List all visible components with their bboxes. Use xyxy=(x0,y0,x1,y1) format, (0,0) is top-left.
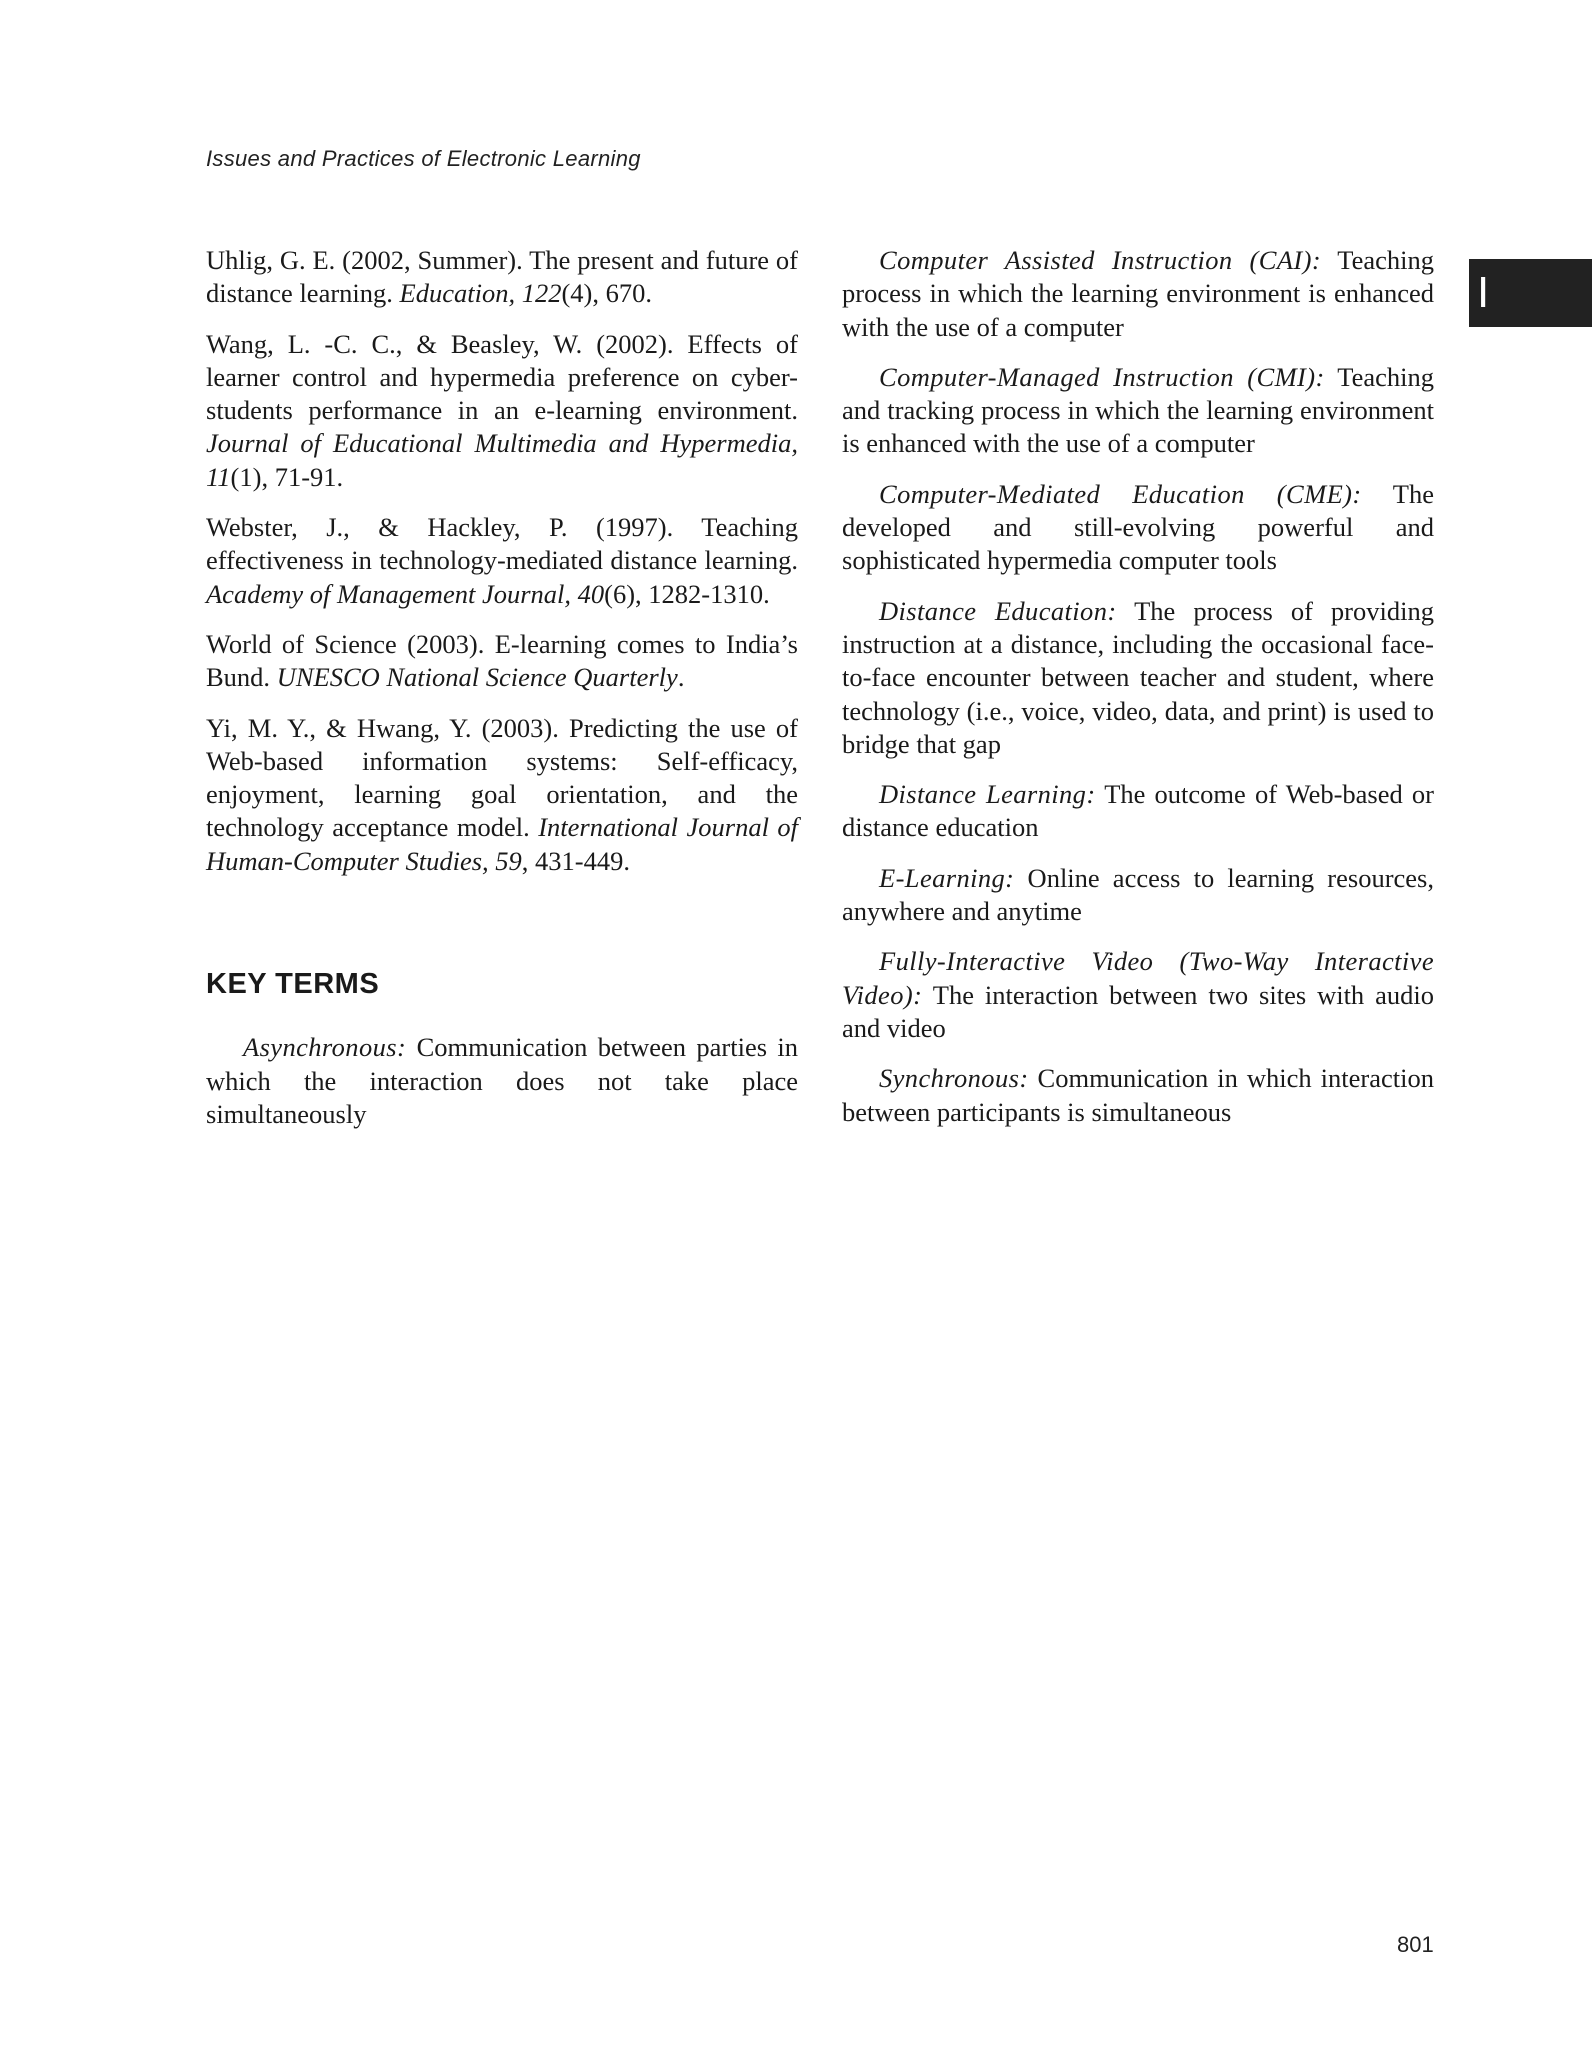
key-term-entry xyxy=(842,778,1434,845)
reference-entry xyxy=(206,328,798,494)
key-term-entry xyxy=(842,478,1434,578)
reference-text: (4), 670. xyxy=(561,278,652,309)
key-term-definition: Online access to learning resources, anywhere and anytime xyxy=(842,862,1434,927)
running-header: Issues and Practices of Electronic Learning xyxy=(206,146,641,171)
key-term-name: E-Learning: xyxy=(879,862,1015,893)
section-thumb-tab xyxy=(1469,259,1592,327)
reference-source: Academy of Management Journal, 40 xyxy=(206,578,605,609)
key-term-entry xyxy=(842,361,1434,461)
key-terms-heading: KEY TERMS xyxy=(206,968,380,1001)
reference-source: International Journal of Human-Computer Studies, 59 xyxy=(206,812,798,876)
reference-entry xyxy=(206,244,798,311)
key-term-name: Distance Education: xyxy=(879,595,1117,626)
reference-text: Webster, J., & Hackley, P. (1997). Teaching effectiveness in technology-mediated distance learning. xyxy=(206,512,798,576)
reference-entry xyxy=(206,628,798,695)
key-term-name: Fully-Interactive Video (Two-Way Interactive Video): xyxy=(842,946,1434,1010)
page-number: 801 xyxy=(1397,1932,1434,1957)
key-term-entry xyxy=(842,1062,1434,1129)
key-term-definition: Teaching and tracking process in which the learning environment is enhanced with the use of a computer xyxy=(842,361,1434,459)
reference-source: Education, 122 xyxy=(399,278,562,309)
reference-text: Yi, M. Y., & Hwang, Y. (2003). Predicting the use of Web-based information systems: Self-efficacy, enjoyment, learning goal orientation, and the technology acceptance model. xyxy=(206,712,798,843)
key-term-definition: The interaction between two sites with audio and video xyxy=(842,979,1434,1043)
key-term-entry xyxy=(842,862,1434,929)
key-term-entry xyxy=(842,244,1434,344)
reference-text: Uhlig, G. E. (2002, Summer). The present and future of distance learning. xyxy=(206,245,798,309)
reference-text: Wang, L. -C. C., & Beasley, W. (2002). Effects of learner control and hypermedia preference on cyber-students performance in an e-learning environment. xyxy=(206,328,798,426)
reference-entry xyxy=(206,511,798,611)
key-term-name: Synchronous: xyxy=(879,1063,1029,1094)
key-term-definition: Teaching process in which the learning environment is enhanced with the use of a computer xyxy=(842,245,1434,342)
key-term-definition: Communication in which interaction between participants is simultaneous xyxy=(842,1063,1434,1127)
reference-text: World of Science (2003). E-learning comes to India’s Bund. xyxy=(206,628,798,693)
key-term-name: Asynchronous: xyxy=(243,1032,407,1063)
reference-text: (6), 1282-1310. xyxy=(604,578,770,609)
key-term-entry xyxy=(206,1031,798,1131)
reference-entry xyxy=(206,712,798,878)
reference-text: . xyxy=(677,662,685,693)
reference-text: (1), 71-91. xyxy=(230,461,344,492)
key-term-definition: The process of providing instruction at a distance, including the occasional face-to-face encounter between teacher and student, where technology (i.e., voice, video, data, and print) is used to bridge that gap xyxy=(842,595,1434,759)
key-term-entry xyxy=(842,595,1434,761)
reference-list xyxy=(206,244,798,878)
reference-source: Journal of Educational Multimedia and Hypermedia, 11 xyxy=(206,428,798,492)
key-term-name: Distance Learning: xyxy=(879,779,1096,810)
reference-source: UNESCO National Science Quarterly xyxy=(276,662,678,693)
key-term-entry xyxy=(842,945,1434,1045)
key-term-name: Computer Assisted Instruction (CAI): xyxy=(879,245,1322,275)
key-term-definition: The developed and still-evolving powerful and sophisticated hypermedia computer tools xyxy=(842,478,1434,576)
key-term-name: Computer-Mediated Education (CME): xyxy=(879,478,1362,509)
right-column xyxy=(842,244,1434,1146)
thumb-tab-letter: I xyxy=(1477,268,1490,317)
reference-text: , 431-449. xyxy=(521,845,630,876)
key-term-name: Computer-Managed Instruction (CMI): xyxy=(879,361,1325,392)
key-term-definition: Communication between parties in which the interaction does not take place simultaneously xyxy=(206,1032,798,1129)
key-term-definition: The outcome of Web-based or distance education xyxy=(842,779,1434,843)
left-column xyxy=(206,244,798,1148)
